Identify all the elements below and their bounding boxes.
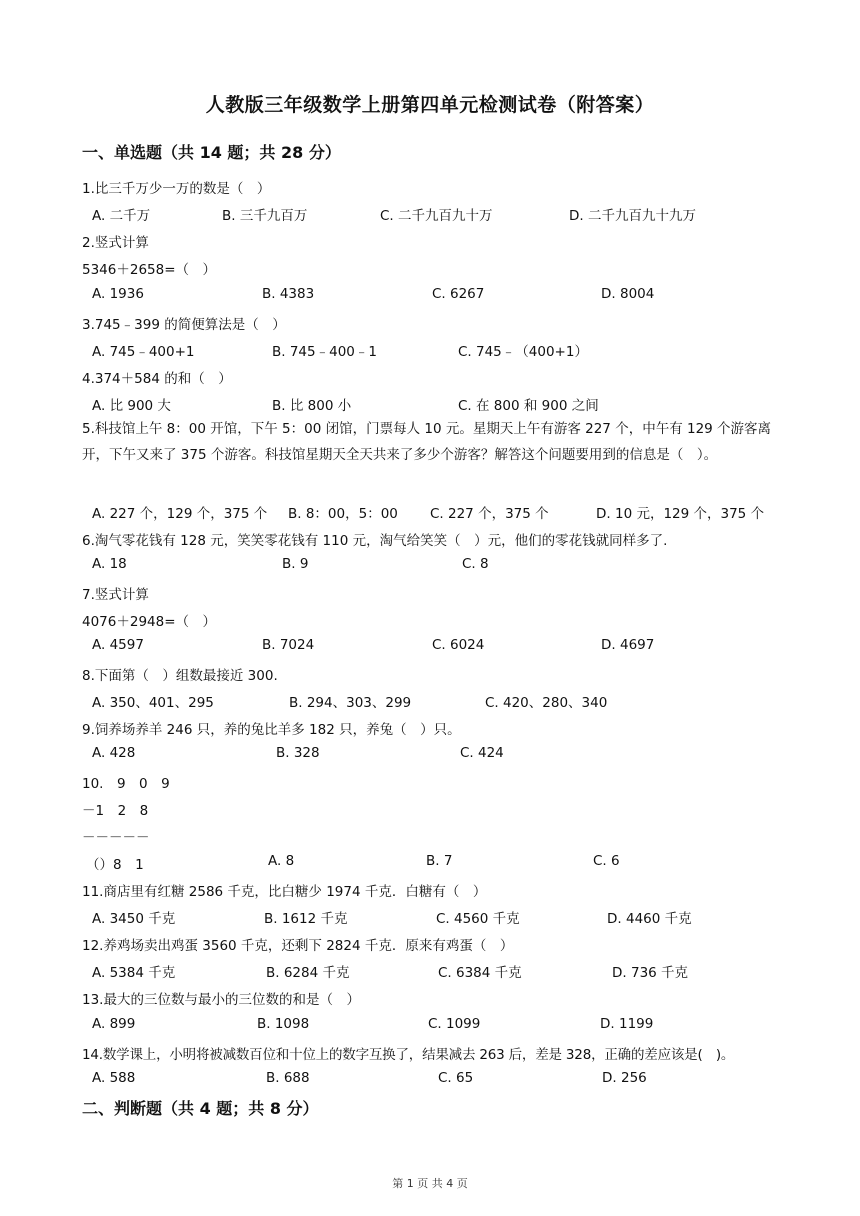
- option[interactable]: A. 5384 千克: [92, 965, 176, 981]
- option[interactable]: B. 三千九百万: [222, 208, 308, 224]
- option[interactable]: A. 1936: [92, 286, 144, 302]
- option-row: [86, 853, 786, 875]
- question-stem: 10. 9 0 9: [82, 776, 170, 792]
- page-title: 人教版三年级数学上册第四单元检测试卷（附答案）: [205, 94, 655, 116]
- option[interactable]: B. 688: [266, 1070, 310, 1086]
- question-stem: －1 2 8: [82, 803, 149, 819]
- option[interactable]: A. 8: [268, 853, 295, 869]
- question-stem: 4.374＋584 的和（ ）: [82, 371, 232, 387]
- option[interactable]: A. 745﹣400+1: [92, 344, 195, 360]
- option[interactable]: C. 二千九百九十万: [380, 208, 493, 224]
- option[interactable]: A. 比 900 大: [92, 398, 171, 414]
- option[interactable]: C. 6267: [432, 286, 485, 302]
- option[interactable]: B. 328: [276, 745, 320, 761]
- option[interactable]: D. 二千九百九十九万: [569, 208, 696, 224]
- option[interactable]: B. 7024: [262, 637, 315, 653]
- option[interactable]: C. 6: [593, 853, 620, 869]
- option[interactable]: A. 227 个，129 个，375 个: [92, 506, 268, 522]
- page-footer: 第 1 页 共 4 页: [392, 1177, 468, 1190]
- option[interactable]: A. 350、401、295: [92, 695, 214, 711]
- option-row: [92, 745, 792, 767]
- option[interactable]: D. 4460 千克: [607, 911, 692, 927]
- option[interactable]: D. 8004: [601, 286, 655, 302]
- option-row: [92, 340, 792, 362]
- option[interactable]: C. 424: [460, 745, 504, 761]
- option-row: [92, 961, 792, 983]
- question-stem: 1.比三千万少一万的数是（ ）: [82, 181, 271, 197]
- option-row: [92, 556, 792, 578]
- question-stem: 4076＋2948=（ ）: [82, 614, 217, 630]
- option[interactable]: A. 899: [92, 1016, 136, 1032]
- option: （）8 1: [86, 857, 144, 873]
- section-heading-single-choice: 一、单选题（共 14 题；共 28 分）: [82, 143, 341, 162]
- option[interactable]: D. 736 千克: [612, 965, 689, 981]
- option-row: [92, 1016, 792, 1038]
- option[interactable]: A. 二千万: [92, 208, 151, 224]
- option[interactable]: C. 65: [438, 1070, 474, 1086]
- option-row: [92, 637, 792, 659]
- question-stem: 9.饲养场养羊 246 只，养的兔比羊多 182 只，养兔（ ）只。: [82, 722, 461, 738]
- option[interactable]: C. 1099: [428, 1016, 481, 1032]
- question-stem: 11.商店里有红糖 2586 千克，比白糖少 1974 千克．白糖有（ ）: [82, 884, 487, 900]
- option[interactable]: B. 7: [426, 853, 453, 869]
- option[interactable]: A. 428: [92, 745, 136, 761]
- question-stem: 7.竖式计算: [82, 587, 149, 603]
- question-stem: 2.竖式计算: [82, 235, 149, 251]
- option[interactable]: A. 3450 千克: [92, 911, 176, 927]
- option[interactable]: B. 9: [282, 556, 309, 572]
- question-stem: 3.745﹣399 的简便算法是（ ）: [82, 317, 286, 333]
- question-stem: 14.数学课上，小明将被减数百位和十位上的数字互换了，结果减去 263 后，差是 328，正确的差应该是( )。: [82, 1047, 735, 1063]
- question-stem: 8.下面第（ ）组数最接近 300.: [82, 668, 278, 684]
- option[interactable]: B. 8：00，5：00: [288, 506, 398, 522]
- option[interactable]: A. 4597: [92, 637, 144, 653]
- option-row: [92, 907, 792, 929]
- question-stem: 6.淘气零花钱有 128 元，笑笑零花钱有 110 元，淘气给笑笑（ ）元，他们的零花钱就同样多了.: [82, 533, 668, 549]
- option-row: [92, 286, 792, 308]
- option[interactable]: B. 4383: [262, 286, 315, 302]
- option[interactable]: C. 6024: [432, 637, 485, 653]
- option-row: [92, 502, 792, 524]
- option[interactable]: D. 4697: [601, 637, 655, 653]
- option[interactable]: B. 745﹣400﹣1: [272, 344, 377, 360]
- option[interactable]: C. 227 个，375 个: [430, 506, 549, 522]
- option-row: [92, 204, 792, 226]
- section-heading-true-false: 二、判断题（共 4 题；共 8 分）: [82, 1099, 319, 1118]
- option[interactable]: A. 18: [92, 556, 127, 572]
- option[interactable]: C. 4560 千克: [436, 911, 520, 927]
- question-stem: 12.养鸡场卖出鸡蛋 3560 千克，还剩下 2824 千克．原来有鸡蛋（ ）: [82, 938, 514, 954]
- option[interactable]: B. 1098: [257, 1016, 310, 1032]
- option[interactable]: C. 在 800 和 900 之间: [458, 398, 599, 414]
- option[interactable]: A. 588: [92, 1070, 136, 1086]
- option[interactable]: B. 比 800 小: [272, 398, 352, 414]
- option-row: [92, 394, 792, 416]
- option[interactable]: B. 1612 千克: [264, 911, 348, 927]
- option[interactable]: C. 420、280、340: [485, 695, 608, 711]
- question-stem: 13.最大的三位数与最小的三位数的和是（ ）: [82, 992, 360, 1008]
- question-stem: 5.科技馆上午 8：00 开馆，下午 5：00 闭馆，门票每人 10 元。星期天上午有游客 227 个，中午有 129 个游客离开，下午又来了 375 个游客。科技馆星期天全天共来了多少个游客？解答这个问题要用到的信息是（ ）。: [82, 421, 772, 463]
- option-row: [92, 1070, 792, 1092]
- question-stem: 5346＋2658=（ ）: [82, 262, 217, 278]
- option[interactable]: B. 6284 千克: [266, 965, 350, 981]
- option-row: [92, 691, 792, 713]
- option[interactable]: D. 1199: [600, 1016, 654, 1032]
- question-stem: －－－－－: [82, 830, 150, 846]
- option[interactable]: C. 745﹣（400+1）: [458, 344, 588, 360]
- option[interactable]: B. 294、303、299: [289, 695, 412, 711]
- option[interactable]: D. 10 元，129 个，375 个: [596, 506, 765, 522]
- option[interactable]: C. 8: [462, 556, 489, 572]
- option[interactable]: C. 6384 千克: [438, 965, 522, 981]
- option[interactable]: D. 256: [602, 1070, 647, 1086]
